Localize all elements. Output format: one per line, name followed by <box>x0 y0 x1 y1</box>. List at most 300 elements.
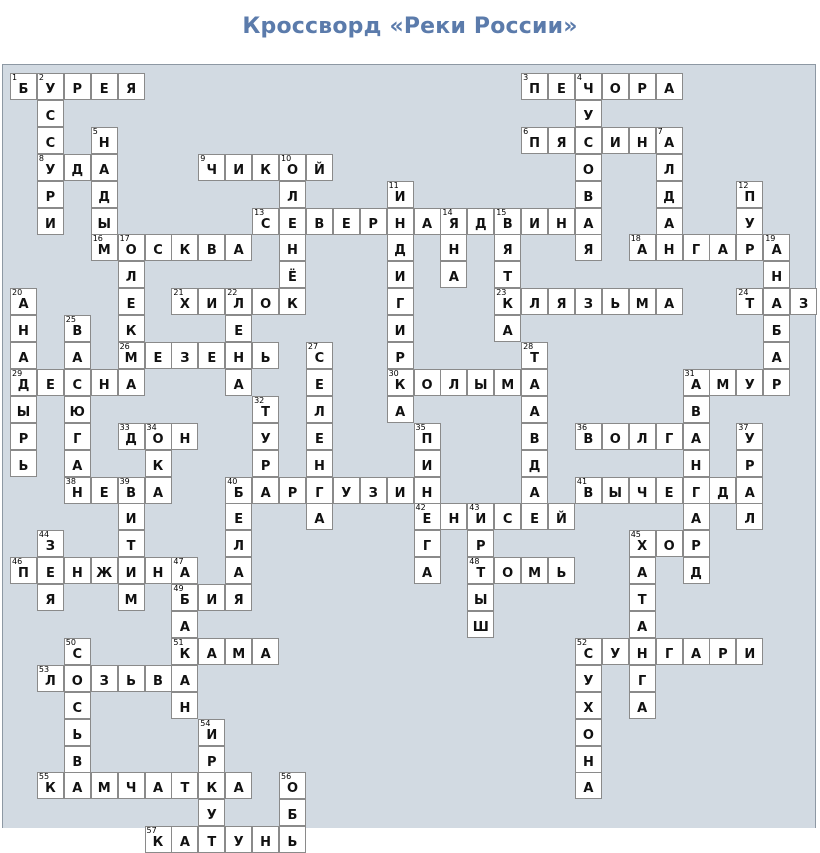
crossword-cell[interactable] <box>64 638 91 665</box>
crossword-cell[interactable] <box>10 557 37 584</box>
crossword-cell[interactable] <box>145 450 172 477</box>
crossword-cell[interactable] <box>656 288 683 315</box>
crossword-cell[interactable] <box>763 315 790 342</box>
crossword-cell[interactable] <box>306 208 333 235</box>
crossword-cell[interactable] <box>629 423 656 450</box>
crossword-cell[interactable] <box>414 477 441 504</box>
crossword-cell[interactable] <box>64 692 91 719</box>
crossword-cell[interactable] <box>521 342 548 369</box>
crossword-cell[interactable] <box>37 557 64 584</box>
crossword-cell[interactable] <box>252 477 279 504</box>
crossword-cell[interactable] <box>37 73 64 100</box>
crossword-cell[interactable] <box>37 154 64 181</box>
crossword-cell[interactable] <box>387 261 414 288</box>
crossword-cell[interactable] <box>736 234 763 261</box>
crossword-cell[interactable] <box>736 423 763 450</box>
crossword-cell[interactable] <box>494 315 521 342</box>
crossword-cell[interactable] <box>64 342 91 369</box>
crossword-cell[interactable] <box>279 261 306 288</box>
crossword-cell[interactable] <box>37 530 64 557</box>
crossword-cell[interactable] <box>656 154 683 181</box>
crossword-cell[interactable] <box>306 369 333 396</box>
cell-letter: Т <box>530 351 540 366</box>
crossword-cell[interactable] <box>171 692 198 719</box>
crossword-cell[interactable] <box>118 557 145 584</box>
crossword-cell[interactable] <box>575 100 602 127</box>
crossword-cell[interactable] <box>91 665 118 692</box>
crossword-cell[interactable] <box>91 154 118 181</box>
crossword-cell[interactable] <box>171 665 198 692</box>
crossword-cell[interactable] <box>171 234 198 261</box>
crossword-cell[interactable] <box>37 208 64 235</box>
crossword-cell[interactable] <box>10 450 37 477</box>
crossword-cell[interactable] <box>64 369 91 396</box>
crossword-cell[interactable] <box>494 369 521 396</box>
crossword-cell[interactable] <box>252 638 279 665</box>
crossword-cell[interactable] <box>118 503 145 530</box>
crossword-cell[interactable] <box>118 423 145 450</box>
crossword-cell[interactable] <box>37 127 64 154</box>
crossword-cell[interactable] <box>145 665 172 692</box>
cell-letter: О <box>286 781 299 797</box>
crossword-cell[interactable] <box>467 611 494 638</box>
crossword-cell[interactable] <box>683 557 710 584</box>
crossword-cell[interactable] <box>387 208 414 235</box>
crossword-cell[interactable] <box>683 423 710 450</box>
crossword-cell[interactable] <box>279 288 306 315</box>
crossword-cell[interactable] <box>225 288 252 315</box>
crossword-cell[interactable] <box>440 261 467 288</box>
crossword-cell[interactable] <box>225 369 252 396</box>
crossword-cell[interactable] <box>37 100 64 127</box>
crossword-cell[interactable] <box>225 772 252 799</box>
crossword-cell[interactable] <box>171 638 198 665</box>
crossword-cell[interactable] <box>602 638 629 665</box>
crossword-cell[interactable] <box>763 369 790 396</box>
crossword-cell[interactable] <box>575 638 602 665</box>
crossword-cell[interactable] <box>575 423 602 450</box>
crossword-cell[interactable] <box>709 234 736 261</box>
crossword-cell[interactable] <box>118 477 145 504</box>
crossword-cell[interactable] <box>736 181 763 208</box>
crossword-cell[interactable] <box>440 369 467 396</box>
crossword-cell[interactable] <box>575 288 602 315</box>
crossword-cell[interactable] <box>252 342 279 369</box>
crossword-cell[interactable] <box>494 503 521 530</box>
crossword-cell[interactable] <box>252 396 279 423</box>
crossword-cell[interactable] <box>225 530 252 557</box>
crossword-cell[interactable] <box>521 396 548 423</box>
cell-letter: А <box>260 646 271 662</box>
crossword-cell[interactable] <box>225 503 252 530</box>
crossword-cell[interactable] <box>709 638 736 665</box>
cell-letter: Л <box>313 404 325 420</box>
crossword-cell[interactable] <box>440 234 467 261</box>
crossword-cell[interactable] <box>118 530 145 557</box>
crossword-cell[interactable] <box>629 127 656 154</box>
crossword-cell[interactable] <box>494 288 521 315</box>
crossword-cell[interactable] <box>683 369 710 396</box>
crossword-cell[interactable] <box>198 584 225 611</box>
crossword-cell[interactable] <box>360 477 387 504</box>
crossword-cell[interactable] <box>171 342 198 369</box>
crossword-cell[interactable] <box>91 73 118 100</box>
crossword-cell[interactable] <box>198 288 225 315</box>
crossword-cell[interactable] <box>602 288 629 315</box>
crossword-cell[interactable] <box>198 234 225 261</box>
crossword-cell[interactable] <box>521 423 548 450</box>
crossword-cell[interactable] <box>118 665 145 692</box>
crossword-cell[interactable] <box>629 611 656 638</box>
crossword-cell[interactable] <box>171 288 198 315</box>
cell-letter: Ь <box>260 351 271 366</box>
crossword-cell[interactable] <box>629 584 656 611</box>
crossword-cell[interactable] <box>198 799 225 826</box>
crossword-cell[interactable] <box>521 73 548 100</box>
crossword-cell[interactable] <box>575 154 602 181</box>
crossword-cell[interactable] <box>709 477 736 504</box>
crossword-cell[interactable] <box>602 127 629 154</box>
crossword-cell[interactable] <box>602 423 629 450</box>
crossword-cell[interactable] <box>225 584 252 611</box>
crossword-cell[interactable] <box>521 557 548 584</box>
crossword-cell[interactable] <box>252 208 279 235</box>
crossword-cell[interactable] <box>467 369 494 396</box>
crossword-cell[interactable] <box>521 288 548 315</box>
crossword-cell[interactable] <box>333 208 360 235</box>
crossword-cell[interactable] <box>521 208 548 235</box>
crossword-cell[interactable] <box>440 503 467 530</box>
crossword-cell[interactable] <box>279 154 306 181</box>
crossword-cell[interactable] <box>387 315 414 342</box>
crossword-cell[interactable] <box>118 772 145 799</box>
crossword-cell[interactable] <box>521 127 548 154</box>
crossword-cell[interactable] <box>225 315 252 342</box>
crossword-cell[interactable] <box>279 208 306 235</box>
crossword-cell[interactable] <box>64 396 91 423</box>
crossword-cell[interactable] <box>37 369 64 396</box>
crossword-cell[interactable] <box>306 423 333 450</box>
crossword-cell[interactable] <box>306 342 333 369</box>
crossword-cell[interactable] <box>414 557 441 584</box>
crossword-cell[interactable] <box>198 154 225 181</box>
cell-letter: С <box>45 135 56 151</box>
crossword-cell[interactable] <box>548 288 575 315</box>
crossword-cell[interactable] <box>656 127 683 154</box>
crossword-cell[interactable] <box>629 638 656 665</box>
crossword-cell[interactable] <box>602 477 629 504</box>
crossword-cell[interactable] <box>333 477 360 504</box>
crossword-cell[interactable] <box>64 772 91 799</box>
crossword-cell[interactable] <box>252 423 279 450</box>
crossword-cell[interactable] <box>414 208 441 235</box>
crossword-cell[interactable] <box>575 181 602 208</box>
crossword-cell[interactable] <box>414 423 441 450</box>
crossword-cell[interactable] <box>548 208 575 235</box>
crossword-cell[interactable] <box>575 73 602 100</box>
crossword-cell[interactable] <box>198 342 225 369</box>
crossword-cell[interactable] <box>64 665 91 692</box>
cell-letter: Ы <box>608 485 623 501</box>
crossword-cell[interactable] <box>575 665 602 692</box>
crossword-cell[interactable] <box>10 73 37 100</box>
crossword-cell[interactable] <box>575 692 602 719</box>
crossword-cell[interactable] <box>225 342 252 369</box>
cell-letter: А <box>179 673 190 689</box>
crossword-cell[interactable] <box>387 181 414 208</box>
crossword-cell[interactable] <box>387 396 414 423</box>
crossword-cell[interactable] <box>279 234 306 261</box>
cell-letter: Н <box>448 512 460 528</box>
crossword-cell[interactable] <box>467 584 494 611</box>
crossword-cell[interactable] <box>118 584 145 611</box>
crossword-cell[interactable] <box>709 369 736 396</box>
crossword-cell[interactable] <box>683 530 710 557</box>
crossword-cell[interactable] <box>575 127 602 154</box>
crossword-cell[interactable] <box>37 584 64 611</box>
cell-letter: И <box>206 297 218 313</box>
crossword-cell[interactable] <box>91 127 118 154</box>
crossword-cell[interactable] <box>10 369 37 396</box>
crossword-cell[interactable] <box>736 477 763 504</box>
crossword-cell[interactable] <box>225 638 252 665</box>
crossword-cell[interactable] <box>91 557 118 584</box>
cell-letter: В <box>72 324 83 340</box>
crossword-cell[interactable] <box>521 369 548 396</box>
crossword-cell[interactable] <box>91 477 118 504</box>
cell-letter: А <box>664 216 675 232</box>
crossword-cell[interactable] <box>145 557 172 584</box>
crossword-cell[interactable] <box>145 234 172 261</box>
cell-letter: П <box>421 431 433 447</box>
crossword-cell[interactable] <box>683 234 710 261</box>
crossword-cell[interactable] <box>387 342 414 369</box>
crossword-cell[interactable] <box>225 826 252 853</box>
crossword-cell[interactable] <box>279 477 306 504</box>
crossword-cell[interactable] <box>414 530 441 557</box>
crossword-cell[interactable] <box>387 288 414 315</box>
crossword-cell[interactable] <box>763 342 790 369</box>
crossword-cell[interactable] <box>64 719 91 746</box>
cell-letter: И <box>475 512 487 528</box>
crossword-cell[interactable] <box>37 665 64 692</box>
crossword-cell[interactable] <box>629 557 656 584</box>
crossword-cell[interactable] <box>629 530 656 557</box>
cell-letter: Т <box>745 297 755 313</box>
crossword-cell[interactable] <box>252 154 279 181</box>
crossword-cell[interactable] <box>602 73 629 100</box>
crossword-cell[interactable] <box>64 423 91 450</box>
crossword-cell[interactable] <box>656 234 683 261</box>
cell-letter: И <box>394 324 406 340</box>
crossword-cell[interactable] <box>656 638 683 665</box>
crossword-cell[interactable] <box>467 530 494 557</box>
crossword-cell[interactable] <box>225 557 252 584</box>
crossword-cell[interactable] <box>467 208 494 235</box>
crossword-cell[interactable] <box>145 477 172 504</box>
crossword-cell[interactable] <box>10 423 37 450</box>
crossword-cell[interactable] <box>306 450 333 477</box>
crossword-cell[interactable] <box>10 315 37 342</box>
crossword-cell[interactable] <box>656 530 683 557</box>
crossword-cell[interactable] <box>467 557 494 584</box>
crossword-cell[interactable] <box>736 638 763 665</box>
crossword-cell[interactable] <box>91 234 118 261</box>
cell-letter: О <box>609 82 621 97</box>
crossword-cell[interactable] <box>575 234 602 261</box>
crossword-cell[interactable] <box>548 503 575 530</box>
crossword-cell[interactable] <box>198 746 225 773</box>
crossword-cell[interactable] <box>656 181 683 208</box>
crossword-cell[interactable] <box>656 423 683 450</box>
crossword-cell[interactable] <box>387 369 414 396</box>
crossword-cell[interactable] <box>763 261 790 288</box>
crossword-cell[interactable] <box>10 288 37 315</box>
cell-letter: О <box>582 727 594 743</box>
crossword-cell[interactable] <box>37 772 64 799</box>
cell-letter: А <box>152 485 164 501</box>
crossword-cell[interactable] <box>64 450 91 477</box>
crossword-cell[interactable] <box>736 369 763 396</box>
crossword-cell[interactable] <box>683 450 710 477</box>
crossword-cell[interactable] <box>91 369 118 396</box>
crossword-cell[interactable] <box>656 73 683 100</box>
crossword-cell[interactable] <box>171 772 198 799</box>
crossword-cell[interactable] <box>306 477 333 504</box>
crossword-cell[interactable] <box>521 503 548 530</box>
crossword-cell[interactable] <box>171 557 198 584</box>
crossword-cell[interactable] <box>64 477 91 504</box>
crossword-cell[interactable] <box>683 396 710 423</box>
cell-letter: И <box>529 216 541 232</box>
crossword-cell[interactable] <box>145 772 172 799</box>
crossword-cell[interactable] <box>763 288 790 315</box>
crossword-cell[interactable] <box>414 450 441 477</box>
crossword-cell[interactable] <box>790 288 817 315</box>
crossword-cell[interactable] <box>118 73 145 100</box>
crossword-cell[interactable] <box>683 503 710 530</box>
crossword-cell[interactable] <box>387 234 414 261</box>
crossword-cell[interactable] <box>198 772 225 799</box>
crossword-cell[interactable] <box>10 342 37 369</box>
crossword-cell[interactable] <box>494 208 521 235</box>
crossword-cell[interactable] <box>494 234 521 261</box>
cell-letter: А <box>690 377 702 393</box>
crossword-cell[interactable] <box>629 665 656 692</box>
crossword-cell[interactable] <box>198 638 225 665</box>
crossword-cell[interactable] <box>306 154 333 181</box>
crossword-cell[interactable] <box>198 826 225 853</box>
cell-letter: Г <box>691 243 701 259</box>
crossword-cell[interactable] <box>252 288 279 315</box>
crossword-cell[interactable] <box>656 477 683 504</box>
crossword-cell[interactable] <box>252 450 279 477</box>
crossword-cell[interactable] <box>171 423 198 450</box>
cell-letter: Р <box>45 189 56 205</box>
crossword-cell[interactable] <box>279 826 306 853</box>
crossword-cell[interactable] <box>279 772 306 799</box>
crossword-cell[interactable] <box>64 746 91 773</box>
crossword-cell[interactable] <box>575 477 602 504</box>
crossword-cell[interactable] <box>279 181 306 208</box>
crossword-cell[interactable] <box>521 477 548 504</box>
crossword-cell[interactable] <box>118 261 145 288</box>
crossword-cell[interactable] <box>171 611 198 638</box>
crossword-cell[interactable] <box>736 208 763 235</box>
crossword-cell[interactable] <box>629 73 656 100</box>
crossword-cell[interactable] <box>575 746 602 773</box>
crossword-cell[interactable] <box>198 719 225 746</box>
crossword-cell[interactable] <box>64 557 91 584</box>
crossword-cell[interactable] <box>252 826 279 853</box>
crossword-cell[interactable] <box>575 208 602 235</box>
crossword-cell[interactable] <box>683 638 710 665</box>
crossword-cell[interactable] <box>360 208 387 235</box>
crossword-cell[interactable] <box>171 826 198 853</box>
crossword-cell[interactable] <box>521 450 548 477</box>
crossword-cell[interactable] <box>440 208 467 235</box>
crossword-cell[interactable] <box>91 208 118 235</box>
crossword-cell[interactable] <box>118 342 145 369</box>
crossword-cell[interactable] <box>414 503 441 530</box>
crossword-cell[interactable] <box>91 772 118 799</box>
crossword-cell[interactable] <box>306 503 333 530</box>
crossword-cell[interactable] <box>736 503 763 530</box>
crossword-cell[interactable] <box>91 181 118 208</box>
crossword-cell[interactable] <box>736 450 763 477</box>
crossword-cell[interactable] <box>629 234 656 261</box>
cell-letter: Ж <box>96 566 113 582</box>
crossword-cell[interactable] <box>763 234 790 261</box>
crossword-cell[interactable] <box>467 503 494 530</box>
crossword-cell[interactable] <box>575 772 602 799</box>
crossword-cell[interactable] <box>548 557 575 584</box>
crossword-cell[interactable] <box>494 261 521 288</box>
crossword-cell[interactable] <box>145 342 172 369</box>
crossword-cell[interactable] <box>387 477 414 504</box>
crossword-cell[interactable] <box>145 423 172 450</box>
crossword-cell[interactable] <box>548 127 575 154</box>
crossword-cell[interactable] <box>414 369 441 396</box>
crossword-cell[interactable] <box>118 369 145 396</box>
crossword-cell[interactable] <box>494 557 521 584</box>
crossword-cell[interactable] <box>279 799 306 826</box>
crossword-cell[interactable] <box>629 477 656 504</box>
crossword-cell[interactable] <box>171 584 198 611</box>
crossword-cell[interactable] <box>145 826 172 853</box>
crossword-cell[interactable] <box>225 154 252 181</box>
crossword-cell[interactable] <box>656 208 683 235</box>
crossword-cell[interactable] <box>575 719 602 746</box>
crossword-cell[interactable] <box>629 288 656 315</box>
crossword-cell[interactable] <box>683 477 710 504</box>
crossword-cell[interactable] <box>64 315 91 342</box>
crossword-cell[interactable] <box>225 477 252 504</box>
crossword-cell[interactable] <box>118 315 145 342</box>
crossword-cell[interactable] <box>118 234 145 261</box>
crossword-cell[interactable] <box>225 234 252 261</box>
crossword-cell[interactable] <box>118 288 145 315</box>
crossword-cell[interactable] <box>37 181 64 208</box>
crossword-cell[interactable] <box>548 73 575 100</box>
crossword-cell[interactable] <box>64 73 91 100</box>
crossword-cell[interactable] <box>736 288 763 315</box>
crossword-cell[interactable] <box>10 396 37 423</box>
crossword-cell[interactable] <box>64 154 91 181</box>
crossword-cell[interactable] <box>306 396 333 423</box>
crossword-cell[interactable] <box>629 692 656 719</box>
cell-letter: Т <box>476 566 486 582</box>
